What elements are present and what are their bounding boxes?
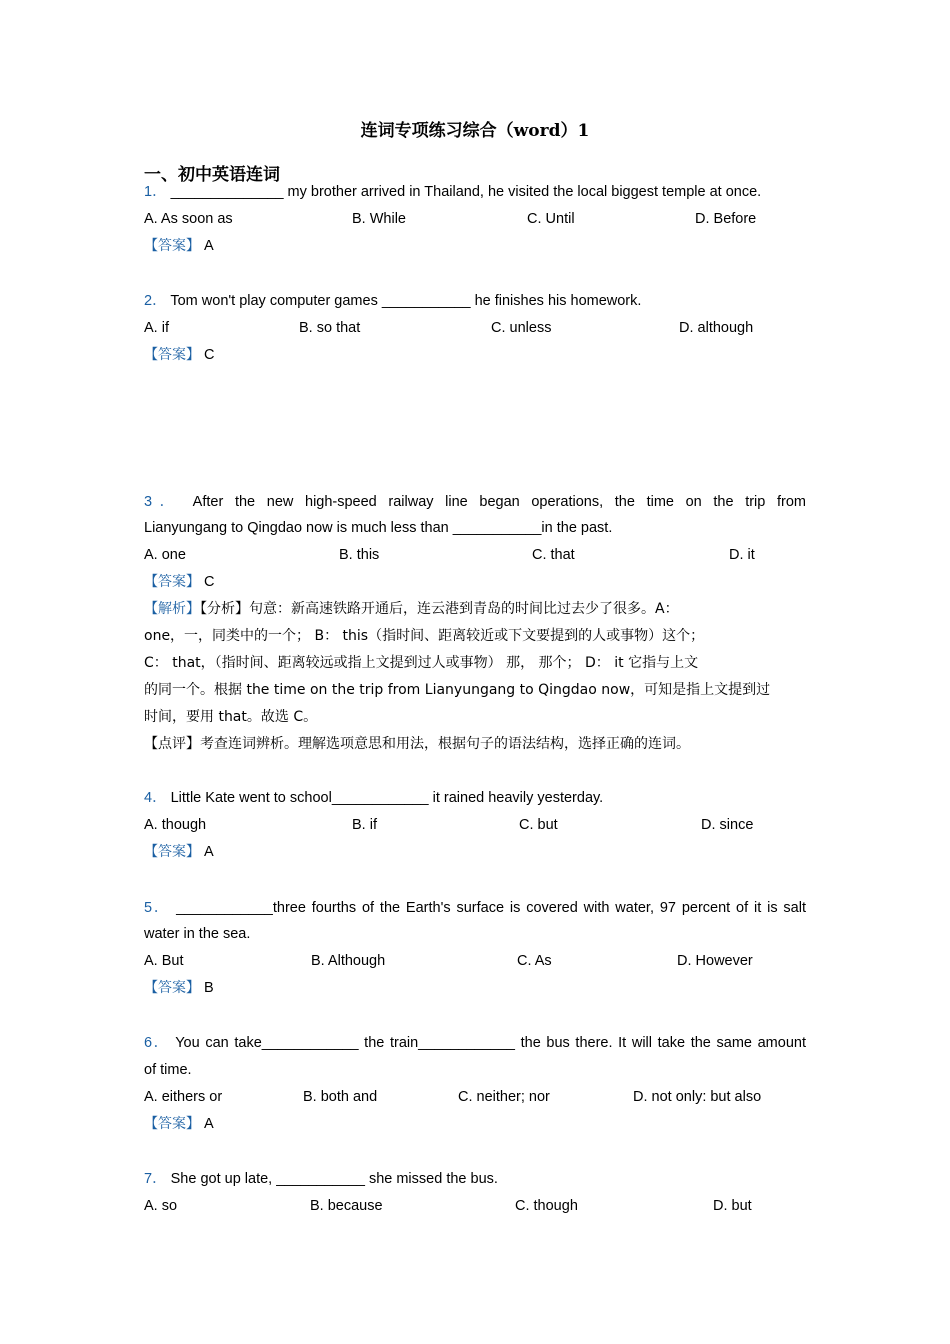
question-6-cont: of time. bbox=[144, 1062, 192, 1078]
question-number: 1． bbox=[144, 184, 167, 200]
option-c: C. Until bbox=[527, 211, 575, 227]
option-d: D. since bbox=[701, 817, 754, 833]
option-c: C. though bbox=[515, 1198, 578, 1214]
question-number: 4． bbox=[144, 790, 167, 806]
answer-label: 【答案】 bbox=[144, 347, 200, 363]
question-3 bbox=[144, 492, 806, 512]
answer-label: 【答案】 bbox=[144, 980, 200, 996]
options-6 bbox=[144, 1087, 806, 1107]
answer-3 bbox=[144, 572, 806, 592]
answer-1 bbox=[144, 236, 806, 256]
option-d: D. Before bbox=[695, 211, 757, 227]
answer-value: C bbox=[204, 347, 215, 363]
question-4 bbox=[144, 788, 806, 808]
option-a: A. if bbox=[144, 320, 169, 336]
option-c: C. but bbox=[519, 817, 558, 833]
option-c: C. As bbox=[517, 953, 552, 969]
question-5-cont: water in the sea. bbox=[144, 926, 251, 942]
options-4 bbox=[144, 815, 806, 835]
question-text: Tom won't play computer games ___________ he finishes his homework. bbox=[170, 293, 642, 309]
question-text: ____________three fourths of the Earth's surface is covered with water, 97 percent of it is salt bbox=[176, 900, 806, 916]
option-b: B. because bbox=[310, 1198, 383, 1214]
analysis-line-3: C： that，（指时间、距离较远或指上文提到过人或事物） 那， 那个； D： it 它指与上文 bbox=[144, 655, 699, 671]
analysis-line-1 bbox=[144, 599, 806, 619]
answer-value: A bbox=[204, 1116, 214, 1132]
option-b: B. this bbox=[339, 547, 380, 563]
option-b: B. While bbox=[352, 211, 406, 227]
analysis-label: 【解析】 bbox=[144, 601, 200, 617]
answer-4 bbox=[144, 842, 806, 862]
option-b: B. both and bbox=[303, 1089, 378, 1105]
option-c: C. unless bbox=[491, 320, 552, 336]
option-c: C. that bbox=[532, 547, 575, 563]
option-c: C. neither; nor bbox=[458, 1089, 550, 1105]
options-7 bbox=[144, 1196, 806, 1216]
option-d: D. However bbox=[677, 953, 753, 969]
question-text: You can take____________ the train____________ the bus there. It will take the same amount bbox=[175, 1035, 806, 1051]
question-number: 3． bbox=[144, 494, 182, 510]
answer-6 bbox=[144, 1114, 806, 1134]
question-3-cont: Lianyungang to Qingdao now is much less than ___________in the past. bbox=[144, 520, 613, 536]
question-text: After the new high-speed railway line began operations, the time on the trip from bbox=[192, 494, 806, 510]
options-5 bbox=[144, 951, 806, 971]
option-a: A. so bbox=[144, 1198, 178, 1214]
option-a: A. one bbox=[144, 547, 186, 563]
question-number: 6． bbox=[144, 1035, 170, 1051]
option-d: D. but bbox=[713, 1198, 752, 1214]
answer-5 bbox=[144, 978, 806, 998]
question-number: 7． bbox=[144, 1171, 167, 1187]
answer-label: 【答案】 bbox=[144, 1116, 200, 1132]
answer-label: 【答案】 bbox=[144, 844, 200, 860]
option-d: D. not only: but also bbox=[633, 1089, 762, 1105]
options-1 bbox=[144, 209, 806, 229]
question-text: She got up late, ___________ she missed the bus. bbox=[170, 1171, 498, 1187]
analysis-line-5: 时间，要用 that。故选 C。 bbox=[144, 709, 318, 725]
question-text: ______________ my brother arrived in Thailand, he visited the local biggest temple at once. bbox=[170, 184, 762, 200]
answer-2 bbox=[144, 345, 806, 365]
option-a: A. But bbox=[144, 953, 184, 969]
question-2 bbox=[144, 291, 806, 311]
comment-line: 【点评】考查连词辨析。理解选项意思和用法，根据句子的语法结构，选择正确的连词。 bbox=[144, 736, 690, 752]
page-title: 连词专项练习综合（word）1 bbox=[360, 121, 590, 141]
analysis-text: 【分析】句意：新高速铁路开通后，连云港到青岛的时间比过去少了很多。A： bbox=[200, 601, 679, 617]
answer-value: C bbox=[204, 574, 215, 590]
option-a: A. As soon as bbox=[144, 211, 233, 227]
question-7 bbox=[144, 1169, 806, 1189]
options-2 bbox=[144, 318, 806, 338]
question-5 bbox=[144, 898, 806, 918]
answer-value: A bbox=[204, 238, 214, 254]
option-b: B. if bbox=[352, 817, 377, 833]
option-b: B. so that bbox=[299, 320, 361, 336]
question-number: 5． bbox=[144, 900, 171, 916]
section-heading: 一、初中英语连词 bbox=[144, 165, 280, 185]
analysis-line-2: one，一，同类中的一个； B： this（指时间、距离较近或下文要提到的人或事物）这个； bbox=[144, 628, 705, 644]
option-d: D. it bbox=[729, 547, 755, 563]
option-a: A. eithers or bbox=[144, 1089, 223, 1105]
answer-label: 【答案】 bbox=[144, 238, 200, 254]
options-3 bbox=[144, 545, 806, 565]
option-a: A. though bbox=[144, 817, 207, 833]
question-1 bbox=[144, 182, 806, 202]
answer-value: A bbox=[204, 844, 214, 860]
option-b: B. Although bbox=[311, 953, 386, 969]
answer-value: B bbox=[204, 980, 214, 996]
answer-label: 【答案】 bbox=[144, 574, 200, 590]
question-6 bbox=[144, 1033, 806, 1053]
question-number: 2． bbox=[144, 293, 167, 309]
option-d: D. although bbox=[679, 320, 754, 336]
question-text: Little Kate went to school____________ it rained heavily yesterday. bbox=[170, 790, 604, 806]
analysis-line-4: 的同一个。根据 the time on the trip from Lianyungang to Qingdao now，可知是指上文提到过 bbox=[144, 682, 771, 698]
